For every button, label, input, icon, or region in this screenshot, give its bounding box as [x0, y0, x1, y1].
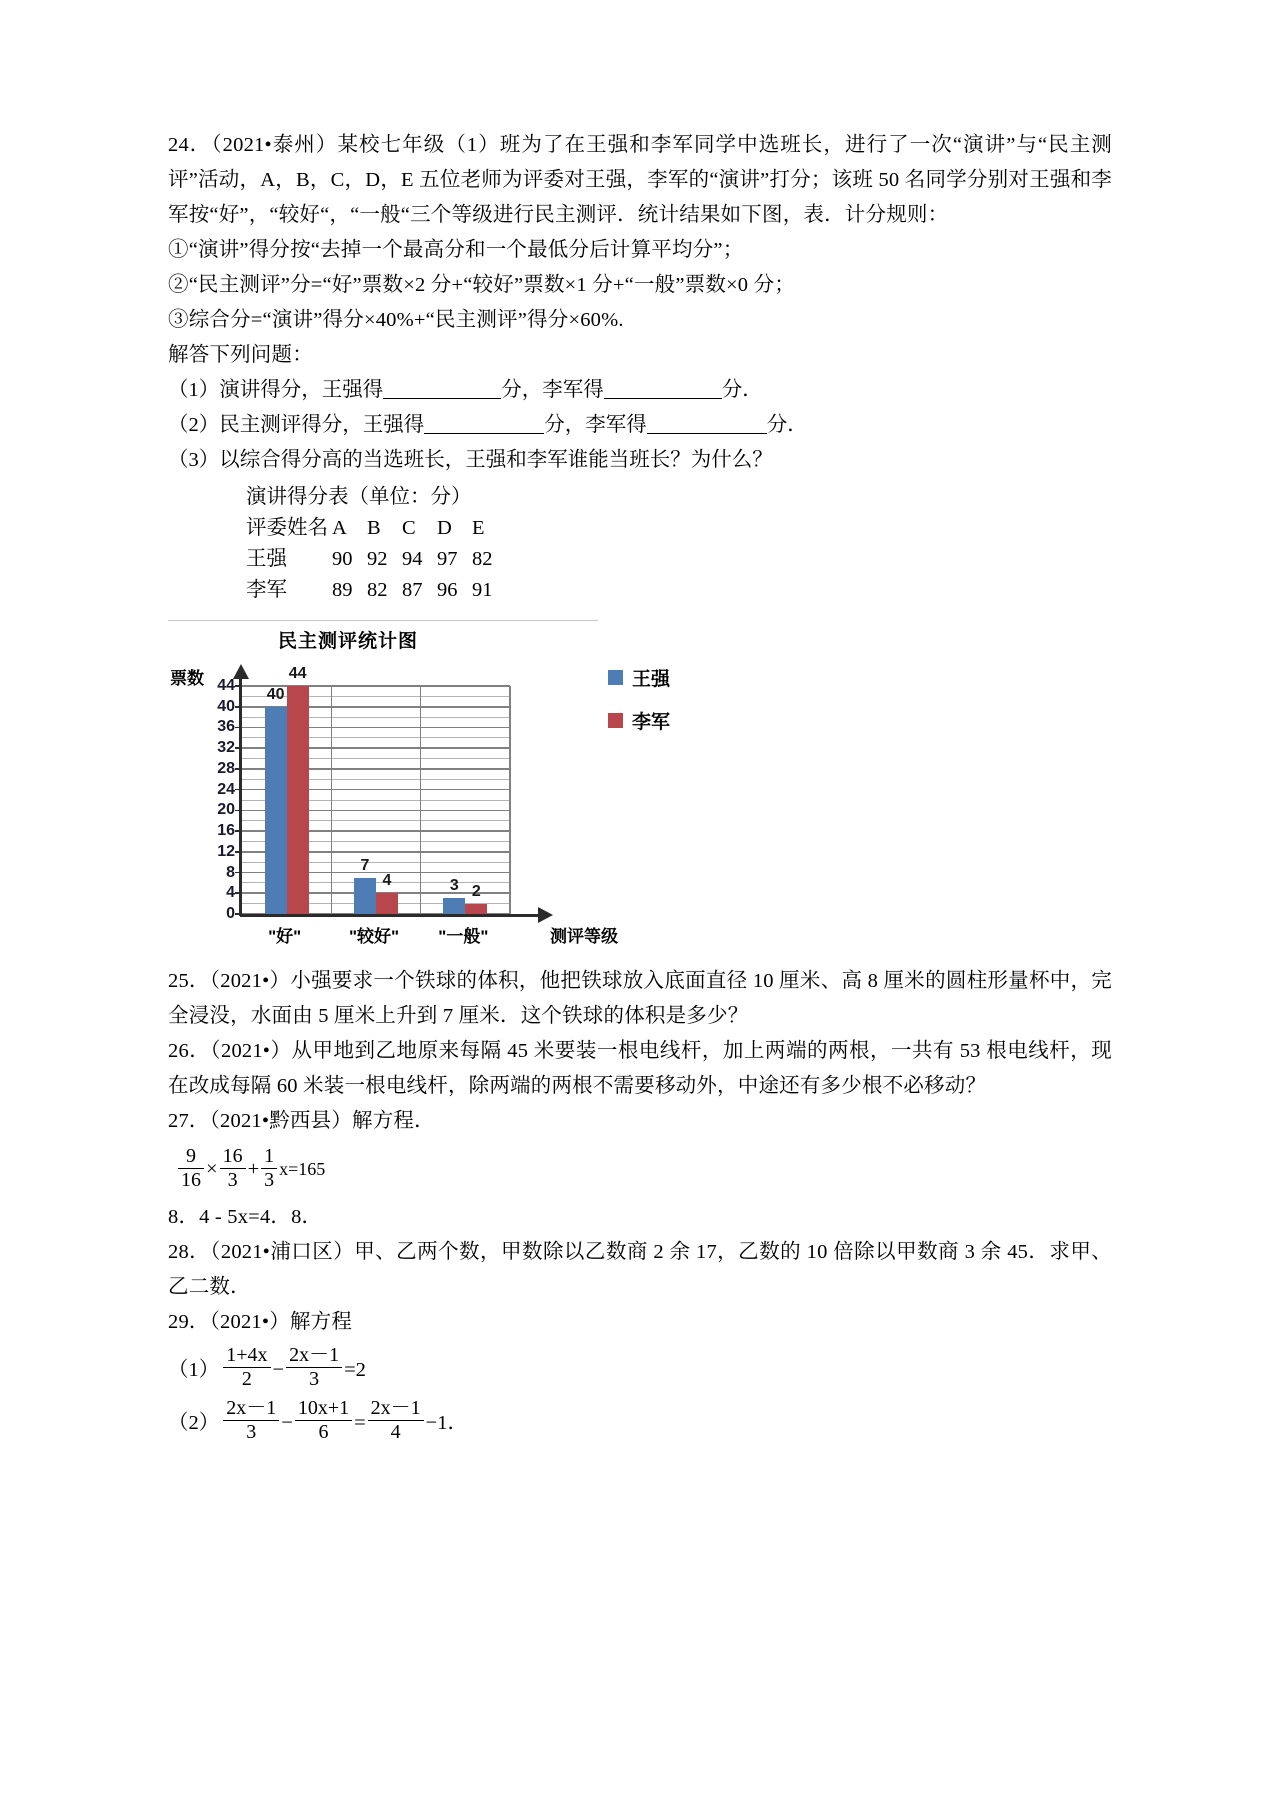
x-axis-arrow-icon: [538, 907, 553, 923]
chart-bar-value-label: 2: [471, 882, 481, 900]
chart-legend: [608, 664, 670, 750]
problem-26: 26．（2021•）从甲地到乙地原来每隔 45 米要装一根电线杆，加上两端的两根，一共有 53 根电线杆，现在改成每隔 60 米装一根电线杆，除两端的两根不需要移动外，中途还有多少根不必移动？: [168, 1040, 1112, 1097]
y-axis-tick-label: 20: [217, 801, 235, 819]
gridline-vertical: [420, 686, 422, 914]
gridline-vertical: [331, 686, 333, 914]
lj-score-d: 96: [437, 579, 458, 601]
lj-score-b: 82: [367, 579, 388, 601]
judge-c: C: [402, 517, 416, 539]
eq2-label: （2）: [168, 1411, 220, 1434]
q2-mid: 分，李军得: [544, 414, 647, 436]
democratic-evaluation-chart: [168, 616, 928, 964]
wq-score-b: 92: [367, 548, 388, 570]
x-axis-category-label: "好": [268, 927, 302, 946]
table-header-label: 评委姓名: [246, 517, 328, 539]
legend-item-lijun: [608, 707, 670, 734]
wq-score-e: 82: [472, 548, 493, 570]
q1-blank-wangqiang[interactable]: [383, 378, 501, 399]
y-axis-tick-label: 44: [217, 677, 235, 694]
x-axis-line: [240, 914, 540, 917]
y-axis-tick-mark: [235, 685, 242, 687]
problem-28: 28．（2021•浦口区）甲、乙两个数，甲数除以乙数商 2 余 17，乙数的 10 倍除以甲数商 3 余 45．求甲、乙二数．: [168, 1241, 1112, 1298]
problem-29-equation-1: [168, 1346, 1112, 1393]
wq-score-d: 97: [437, 548, 458, 570]
eq1-label: （1）: [168, 1358, 220, 1381]
chart-bar: [443, 898, 465, 914]
legend-swatch-icon: [608, 670, 623, 685]
y-axis-label: 票数: [170, 669, 204, 688]
minus-operator-1: −: [281, 1411, 293, 1434]
problem-29-equation-2: [168, 1399, 1112, 1446]
q2-blank-lijun[interactable]: [647, 413, 767, 434]
y-axis-tick-mark: [235, 810, 242, 812]
row-name-lijun: 李军: [246, 579, 287, 601]
chart-bar: [376, 893, 398, 914]
chart-bar-value-label: 7: [360, 856, 370, 874]
chart-bar-value-label: 4: [382, 872, 392, 890]
y-axis-tick-mark: [235, 872, 242, 874]
table-row: [246, 575, 1112, 606]
problem-24-rule-2: ②“民主测评”分=“好”票数×2 分+“较好”票数×1 分+“一般”票数×0 分；: [168, 274, 795, 296]
y-axis-tick-label: 24: [217, 780, 235, 798]
x-axis-title: 测评等级: [550, 927, 618, 946]
fraction-2xminus1-3b: $\frac{2x-1}{3}$: [223, 1397, 279, 1444]
problem-24-body: 24．（2021•泰州）某校七年级（1）班为了在王强和李军同学中选班长，进行了一次“演讲”与“民主测评”活动，A，B，C，D，E 五位老师为评委对王强，李军的“演讲”打分；该班 50 名同学分别对王强和李军按“好”，“较好“，“一般“三个等级进行民主测评．统计结果如下图，表．计分规则：: [168, 134, 1112, 226]
speech-score-table: [246, 482, 1112, 606]
x-axis-category-label: "一般": [438, 927, 489, 946]
problem-27-equation-2: 8．4 - 5x=4．8．: [168, 1206, 323, 1228]
y-axis-tick-mark: [235, 727, 242, 729]
legend-label-wangqiang: 王强: [632, 669, 671, 690]
y-axis-tick-label: 8: [226, 863, 235, 881]
chart-bar: [265, 707, 287, 914]
judge-d: D: [437, 517, 452, 539]
y-axis-tick-mark: [235, 789, 242, 791]
table-caption: 演讲得分表（单位：分）: [246, 486, 472, 508]
problem-25: 25．（2021•）小强要求一个铁球的体积，他把铁球放入底面直径 10 厘米、高 8 厘米的圆柱形量杯中，完全浸没，水面由 5 厘米上升到 7 厘米．这个铁球的体积是多少？: [168, 970, 1112, 1027]
y-axis-tick-label: 12: [217, 842, 235, 860]
plus-operator: +: [247, 1158, 260, 1181]
problem-24-answer-prompt: 解答下列问题：: [168, 344, 313, 366]
chart-title: 民主测评统计图: [278, 631, 419, 652]
fraction-10xplus1-6: $\frac{10x+1}{6}$: [295, 1397, 352, 1444]
chart-bar-value-label: 40: [266, 685, 285, 703]
fraction-16-3: $\frac{16}{3}$: [220, 1145, 246, 1192]
lj-score-c: 87: [402, 579, 423, 601]
problem-27-heading: 27．（2021•黔西县）解方程．: [168, 1110, 435, 1132]
q1-suffix: 分．: [721, 379, 763, 401]
lj-score-e: 91: [472, 579, 493, 601]
fraction-2xminus1-4: $\frac{2x-1}{4}$: [368, 1397, 424, 1444]
x-axis-category-label: "较好": [348, 927, 400, 946]
equals-operator: =: [354, 1411, 366, 1434]
problem-29-heading: 29．（2021•）解方程: [168, 1311, 353, 1333]
minus-operator-2: −: [425, 1411, 438, 1434]
q1-prefix: （1）演讲得分，王强得: [168, 379, 384, 401]
gridline-vertical: [509, 686, 511, 914]
y-axis-tick-mark: [235, 768, 242, 770]
chart-bar: [465, 904, 487, 914]
judge-e: E: [472, 517, 485, 539]
row-name-wangqiang: 王强: [246, 548, 287, 570]
problem-24-rule-3: ③综合分=“演讲”得分×40%+“民主测评”得分×60%.: [168, 309, 624, 331]
y-axis-tick-mark: [235, 830, 242, 832]
y-axis-tick-label: 16: [217, 822, 235, 840]
lj-score-a: 89: [332, 579, 353, 601]
problem-24-question-2: [168, 408, 1112, 443]
fraction-1plus4x-2: $\frac{1+4x}{2}$: [223, 1344, 270, 1391]
judge-a: A: [332, 517, 347, 539]
problem-24-question-1: [168, 373, 1112, 408]
eq2-tail: 1．: [437, 1411, 468, 1434]
problem-27-equation-1: [176, 1147, 1112, 1194]
y-axis-tick-label: 4: [226, 884, 235, 902]
y-axis-tick-mark: [235, 851, 242, 853]
wq-score-a: 90: [332, 548, 353, 570]
chart-bar: [287, 686, 309, 914]
y-axis-tick-label: 32: [217, 739, 235, 757]
y-axis-tick-mark: [235, 892, 242, 894]
q1-mid: 分，李军得: [501, 379, 604, 401]
y-axis-tick-label: 28: [217, 759, 235, 777]
y-axis-tick-mark: [235, 747, 242, 749]
table-row: [246, 544, 1112, 575]
y-axis-tick-label: 0: [226, 905, 235, 922]
chart-plot-area: [217, 665, 510, 922]
document-content: [168, 128, 1112, 1446]
q2-blank-wangqiang[interactable]: [424, 413, 544, 434]
chart-top-rule: [168, 620, 598, 621]
chart-plot-inner: [242, 665, 510, 914]
problem-24-question-3: （3）以综合得分高的当选班长，王强和李军谁能当班长？为什么？: [168, 449, 773, 471]
y-axis-tick-label: 36: [217, 718, 235, 736]
eq1-tail: =2: [344, 1358, 366, 1381]
minus-operator: −: [272, 1358, 285, 1381]
chart-bar-value-label: 44: [288, 665, 307, 682]
legend-label-lijun: 李军: [632, 712, 671, 733]
fraction-1-3: $\frac{1}{3}$: [261, 1145, 277, 1192]
problem-24-rule-1: ①“演讲”得分按“去掉一个最高分和一个最低分后计算平均分”；: [168, 239, 744, 261]
chart-bar-value-label: 3: [449, 877, 459, 895]
legend-swatch-icon: [608, 713, 623, 728]
y-axis-tick-mark: [235, 706, 242, 708]
judge-b: B: [367, 517, 381, 539]
times-operator: ×: [206, 1158, 218, 1181]
table-header-row: [246, 513, 1112, 544]
equation-tail: x=165: [279, 1159, 326, 1180]
fraction-9-16: $\frac{9}{16}$: [178, 1145, 204, 1192]
fraction-2xminus1-3: $\frac{2x-1}{3}$: [286, 1344, 342, 1391]
y-axis-tick-label: 40: [217, 697, 235, 715]
q1-blank-lijun[interactable]: [604, 378, 722, 399]
q2-prefix: （2）民主测评得分，王强得: [168, 414, 425, 436]
q2-suffix: 分．: [766, 414, 808, 436]
chart-bar: [354, 878, 376, 914]
wq-score-c: 94: [402, 548, 423, 570]
legend-item-wangqiang: [608, 664, 670, 691]
